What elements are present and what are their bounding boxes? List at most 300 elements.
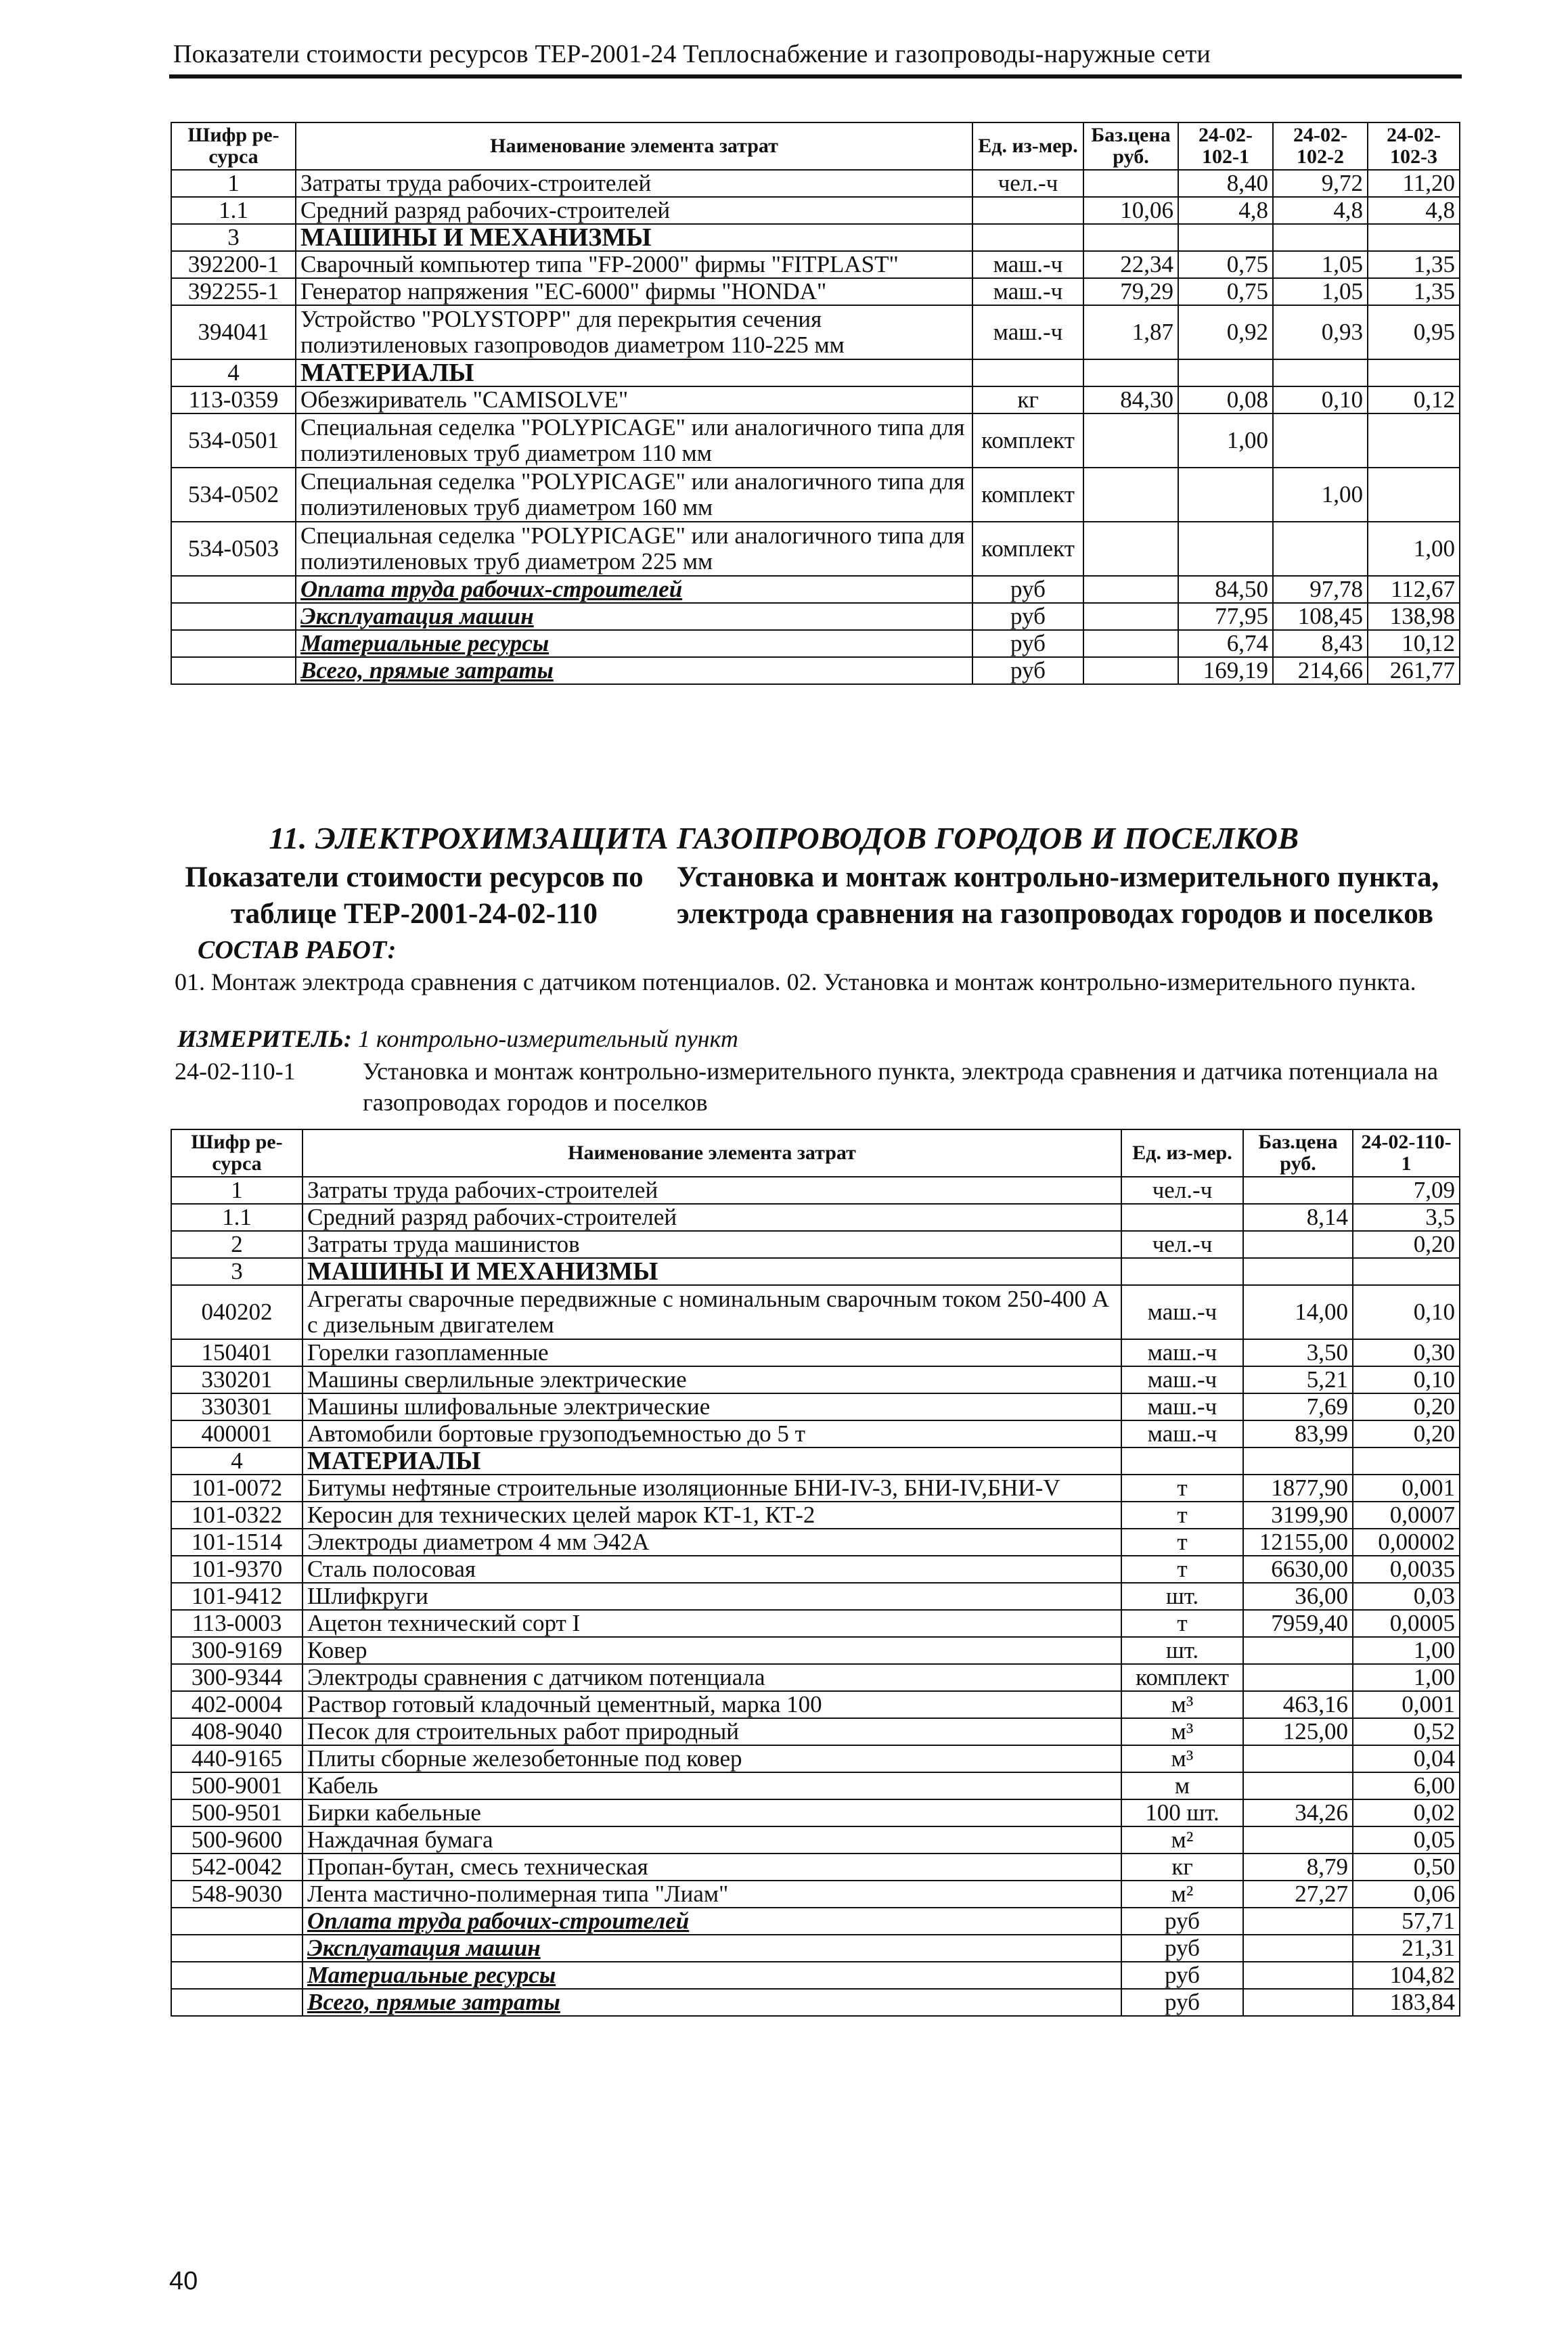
row-code: 542-0042 (171, 1854, 303, 1881)
row-unit (1121, 1258, 1243, 1285)
row-price (1243, 1664, 1353, 1691)
row-name: Шлифкруги (303, 1583, 1121, 1610)
col-header-unit: Ед. из-мер. (1121, 1129, 1243, 1177)
row-price: 6630,00 (1243, 1556, 1353, 1583)
total-value-1: 84,50 (1178, 576, 1273, 603)
row-value-3 (1368, 224, 1460, 251)
row-price (1243, 1231, 1353, 1258)
table-row (171, 1393, 1460, 1420)
total-label: Эксплуатация машин (300, 603, 534, 629)
row-value-1: 0,10 (1353, 1285, 1460, 1339)
table-row (171, 1826, 1460, 1854)
total-name (303, 1962, 1121, 1989)
total-value-1: 21,31 (1353, 1935, 1460, 1962)
meter-label: ИЗМЕРИТЕЛЬ: (177, 1025, 352, 1052)
total-price (1083, 657, 1178, 684)
row-price: 463,16 (1243, 1691, 1353, 1718)
total-code (171, 657, 296, 684)
section-heading: МАШИНЫ И МЕХАНИЗМЫ (296, 224, 972, 251)
row-value-3: 1,35 (1368, 251, 1460, 278)
row-price: 22,34 (1083, 251, 1178, 278)
row-value-2: 4,8 (1273, 197, 1368, 224)
row-unit: м³ (1121, 1745, 1243, 1772)
row-code: 330301 (171, 1393, 303, 1420)
row-value-1 (1178, 522, 1273, 576)
row-price (1243, 1177, 1353, 1204)
row-value-3: 4,8 (1368, 197, 1460, 224)
total-unit: руб (972, 576, 1083, 603)
row-value-2: 0,10 (1273, 386, 1368, 413)
total-price (1243, 1962, 1353, 1989)
total-price (1083, 576, 1178, 603)
header-rule (169, 74, 1462, 78)
total-unit: руб (972, 630, 1083, 657)
row-value-1 (1178, 359, 1273, 386)
row-price (1243, 1826, 1353, 1854)
row-value-3 (1368, 359, 1460, 386)
composition-text: 01. Монтаж электрода сравнения с датчиком потенциалов. 02. Установка и монтаж контрольно-измерительного пункта. (175, 968, 1416, 995)
row-price (1243, 1772, 1353, 1799)
col-header-unit: Ед. из-мер. (972, 122, 1083, 170)
total-code (171, 1989, 303, 2016)
total-row (171, 1935, 1460, 1962)
row-unit (972, 359, 1083, 386)
row-value-1: 0,30 (1353, 1339, 1460, 1366)
row-unit: м² (1121, 1826, 1243, 1854)
page-header: Показатели стоимости ресурсов ТЕР-2001-24 Теплоснабжение и газопроводы-наружные сети (173, 40, 1211, 68)
section-row (171, 224, 1460, 251)
row-value-1: 0,0007 (1353, 1502, 1460, 1529)
row-price: 8,14 (1243, 1204, 1353, 1231)
total-name (296, 630, 972, 657)
row-price (1243, 1637, 1353, 1664)
row-unit: т (1121, 1556, 1243, 1583)
row-name: Наждачная бумага (303, 1826, 1121, 1854)
row-value-2: 0,93 (1273, 305, 1368, 359)
row-unit: т (1121, 1475, 1243, 1502)
section-heading: МАШИНЫ И МЕХАНИЗМЫ (303, 1258, 1121, 1285)
col-header-value-2: 24-02-102-2 (1273, 122, 1368, 170)
col-header-price: Баз.цена руб. (1083, 122, 1178, 170)
row-price: 1,87 (1083, 305, 1178, 359)
row-value-1: 0,06 (1353, 1881, 1460, 1908)
section-heading: МАТЕРИАЛЫ (303, 1447, 1121, 1475)
row-name: Машины сверлильные электрические (303, 1366, 1121, 1393)
row-price: 5,21 (1243, 1366, 1353, 1393)
row-code: 3 (171, 1258, 303, 1285)
row-unit: маш.-ч (1121, 1285, 1243, 1339)
row-name: Специальная седелка "POLYPICAGE" или аналогичного типа для полиэтиленовых труб диаметром 110 мм (296, 413, 972, 468)
row-name: Обезжириватель "CAMISOLVE" (296, 386, 972, 413)
row-code: 392255-1 (171, 278, 296, 305)
resource-table-2 (171, 1129, 1460, 2017)
total-value-2: 97,78 (1273, 576, 1368, 603)
row-unit: шт. (1121, 1583, 1243, 1610)
indicators-description: Установка и монтаж контрольно-измерительного пункта, электрода сравнения на газопроводах городов и поселков (677, 861, 1439, 930)
row-unit: м³ (1121, 1718, 1243, 1745)
row-price: 79,29 (1083, 278, 1178, 305)
total-value-3: 261,77 (1368, 657, 1460, 684)
total-row (171, 1962, 1460, 1989)
total-price (1083, 630, 1178, 657)
total-label: Материальные ресурсы (300, 630, 550, 656)
row-price: 84,30 (1083, 386, 1178, 413)
total-code (171, 630, 296, 657)
row-value-3: 0,95 (1368, 305, 1460, 359)
row-unit: чел.-ч (972, 170, 1083, 197)
row-value-1: 0,20 (1353, 1393, 1460, 1420)
row-name: Затраты труда рабочих-строителей (303, 1177, 1121, 1204)
row-name: Специальная седелка "POLYPICAGE" или аналогичного типа для полиэтиленовых труб диаметром 225 мм (296, 522, 972, 576)
section-row (171, 1258, 1460, 1285)
row-price (1083, 359, 1178, 386)
meter-line (177, 1025, 738, 1053)
row-price (1083, 224, 1178, 251)
meter-value: 1 контрольно-измерительный пункт (357, 1025, 738, 1052)
row-price (1083, 468, 1178, 522)
row-name: Песок для строительных работ природный (303, 1718, 1121, 1745)
row-value-1: 0,04 (1353, 1745, 1460, 1772)
row-code: 394041 (171, 305, 296, 359)
row-value-2 (1273, 413, 1368, 468)
row-name: Керосин для технических целей марок КТ-1, КТ-2 (303, 1502, 1121, 1529)
row-value-1 (1178, 468, 1273, 522)
row-code: 300-9344 (171, 1664, 303, 1691)
table-row (171, 170, 1460, 197)
row-value-1: 1,00 (1353, 1664, 1460, 1691)
total-value-2: 8,43 (1273, 630, 1368, 657)
row-name: Сталь полосовая (303, 1556, 1121, 1583)
row-name: Затраты труда машинистов (303, 1231, 1121, 1258)
row-code: 534-0501 (171, 413, 296, 468)
row-price: 3,50 (1243, 1339, 1353, 1366)
section-row (171, 359, 1460, 386)
row-name: Битумы нефтяные строительные изоляционные БНИ-IV-3, БНИ-IV,БНИ-V (303, 1475, 1121, 1502)
total-value-3: 112,67 (1368, 576, 1460, 603)
total-unit: руб (1121, 1935, 1243, 1962)
row-code: 408-9040 (171, 1718, 303, 1745)
row-price: 83,99 (1243, 1420, 1353, 1447)
total-value-1: 183,84 (1353, 1989, 1460, 2016)
row-unit: кг (972, 386, 1083, 413)
section-heading: МАТЕРИАЛЫ (296, 359, 972, 386)
indicators-table-ref: Показатели стоимости ресурсов по таблице ТЕР-2001-24-02-110 (185, 861, 644, 930)
total-row (171, 630, 1460, 657)
composition-label: СОСТАВ РАБОТ: (198, 936, 397, 964)
row-name: Средний разряд рабочих-строителей (303, 1204, 1121, 1231)
row-value-1: 0,001 (1353, 1691, 1460, 1718)
row-price: 125,00 (1243, 1718, 1353, 1745)
row-value-1 (1353, 1258, 1460, 1285)
total-unit: руб (972, 657, 1083, 684)
row-value-1: 6,00 (1353, 1772, 1460, 1799)
row-unit: маш.-ч (1121, 1393, 1243, 1420)
row-name: Электроды диаметром 4 мм Э42А (303, 1529, 1121, 1556)
total-code (171, 603, 296, 630)
row-value-1: 0,75 (1178, 251, 1273, 278)
row-unit: чел.-ч (1121, 1177, 1243, 1204)
total-row (171, 1989, 1460, 2016)
row-name: Устройство "POLYSTOPP" для перекрытия сечения полиэтиленовых газопроводов диаметром 110-225 мм (296, 305, 972, 359)
row-value-3 (1368, 468, 1460, 522)
row-value-3: 0,12 (1368, 386, 1460, 413)
row-name: Автомобили бортовые грузоподъемностью до 5 т (303, 1420, 1121, 1447)
row-value-1: 0,52 (1353, 1718, 1460, 1745)
table-row (171, 1177, 1460, 1204)
section-row (171, 1447, 1460, 1475)
total-code (171, 1908, 303, 1935)
row-name: Средний разряд рабочих-строителей (296, 197, 972, 224)
row-code: 3 (171, 224, 296, 251)
row-price: 10,06 (1083, 197, 1178, 224)
row-name: Лента мастично-полимерная типа "Лиам" (303, 1881, 1121, 1908)
row-value-1: 0,0035 (1353, 1556, 1460, 1583)
row-price (1243, 1447, 1353, 1475)
row-code: 113-0003 (171, 1610, 303, 1637)
row-price: 7959,40 (1243, 1610, 1353, 1637)
total-value-1: 169,19 (1178, 657, 1273, 684)
col-header-value-3: 24-02-102-3 (1368, 122, 1460, 170)
row-price: 8,79 (1243, 1854, 1353, 1881)
row-value-2: 1,05 (1273, 251, 1368, 278)
table-row (171, 1664, 1460, 1691)
row-value-2 (1273, 224, 1368, 251)
table-row (171, 1475, 1460, 1502)
row-name: Машины шлифовальные электрические (303, 1393, 1121, 1420)
row-unit: кг (1121, 1854, 1243, 1881)
row-value-3: 1,00 (1368, 522, 1460, 576)
total-name (303, 1908, 1121, 1935)
row-unit: м³ (1121, 1691, 1243, 1718)
total-label: Всего, прямые затраты (300, 657, 554, 683)
total-code (171, 1935, 303, 1962)
row-code: 300-9169 (171, 1637, 303, 1664)
row-name: Ацетон технический сорт I (303, 1610, 1121, 1637)
row-code: 4 (171, 359, 296, 386)
row-value-1: 0,05 (1353, 1826, 1460, 1854)
row-value-1: 0,50 (1353, 1854, 1460, 1881)
total-row (171, 657, 1460, 684)
section-title: 11. ЭЛЕКТРОХИМЗАЩИТА ГАЗОПРОВОДОВ ГОРОДОВ И ПОСЕЛКОВ (269, 821, 1299, 855)
row-unit: 100 шт. (1121, 1799, 1243, 1826)
row-value-1: 3,5 (1353, 1204, 1460, 1231)
row-name: Ковер (303, 1637, 1121, 1664)
col-header-name: Наименование элемента затрат (303, 1129, 1121, 1177)
row-price: 14,00 (1243, 1285, 1353, 1339)
row-value-1: 0,75 (1178, 278, 1273, 305)
row-value-1 (1178, 224, 1273, 251)
table-row (171, 1556, 1460, 1583)
total-name (303, 1989, 1121, 2016)
row-name: Специальная седелка "POLYPICAGE" или аналогичного типа для полиэтиленовых труб диаметром 160 мм (296, 468, 972, 522)
row-value-1: 0,08 (1178, 386, 1273, 413)
total-price (1243, 1908, 1353, 1935)
row-name: Кабель (303, 1772, 1121, 1799)
total-price (1243, 1935, 1353, 1962)
row-code: 150401 (171, 1339, 303, 1366)
row-code: 1 (171, 170, 296, 197)
row-value-1 (1353, 1447, 1460, 1475)
row-value-1: 4,8 (1178, 197, 1273, 224)
total-row (171, 576, 1460, 603)
row-value-1: 0,00002 (1353, 1529, 1460, 1556)
table-row (171, 522, 1460, 576)
row-value-3: 11,20 (1368, 170, 1460, 197)
row-value-2: 1,05 (1273, 278, 1368, 305)
row-code: 440-9165 (171, 1745, 303, 1772)
row-value-1: 8,40 (1178, 170, 1273, 197)
table-row (171, 1881, 1460, 1908)
row-value-1: 0,03 (1353, 1583, 1460, 1610)
table-row (171, 1583, 1460, 1610)
total-unit: руб (1121, 1962, 1243, 1989)
row-code: 534-0502 (171, 468, 296, 522)
total-label: Материальные ресурсы (307, 1962, 556, 1988)
row-value-1: 0,92 (1178, 305, 1273, 359)
row-code: 2 (171, 1231, 303, 1258)
row-unit: маш.-ч (972, 251, 1083, 278)
row-name: Генератор напряжения "ЕС-6000" фирмы "HONDA" (296, 278, 972, 305)
table-row (171, 413, 1460, 468)
row-code: 1.1 (171, 1204, 303, 1231)
row-price: 7,69 (1243, 1393, 1353, 1420)
row-code: 113-0359 (171, 386, 296, 413)
row-value-1: 0,20 (1353, 1420, 1460, 1447)
table-row (171, 386, 1460, 413)
row-value-3: 1,35 (1368, 278, 1460, 305)
table-row (171, 278, 1460, 305)
row-unit: комплект (1121, 1664, 1243, 1691)
row-unit: т (1121, 1529, 1243, 1556)
row-price (1083, 413, 1178, 468)
row-name: Электроды сравнения с датчиком потенциала (303, 1664, 1121, 1691)
total-price (1083, 603, 1178, 630)
row-unit (972, 197, 1083, 224)
row-code: 548-9030 (171, 1881, 303, 1908)
row-code: 101-0072 (171, 1475, 303, 1502)
row-value-2: 9,72 (1273, 170, 1368, 197)
table-row (171, 1204, 1460, 1231)
row-unit: чел.-ч (1121, 1231, 1243, 1258)
table-row (171, 1637, 1460, 1664)
col-header-price: Баз.цена руб. (1243, 1129, 1353, 1177)
row-name: Агрегаты сварочные передвижные с номинальным сварочным током 250-400 А с дизельным двигателем (303, 1285, 1121, 1339)
row-name: Раствор готовый кладочный цементный, марка 100 (303, 1691, 1121, 1718)
row-unit (972, 224, 1083, 251)
total-unit: руб (972, 603, 1083, 630)
item-description: Установка и монтаж контрольно-измерительного пункта, электрода сравнения и датчика потенциала на газопроводах городов и поселков (363, 1058, 1438, 1116)
total-row (171, 1908, 1460, 1935)
table-row (171, 1772, 1460, 1799)
table-row (171, 1610, 1460, 1637)
row-code: 101-0322 (171, 1502, 303, 1529)
table-row (171, 1529, 1460, 1556)
row-price: 36,00 (1243, 1583, 1353, 1610)
row-price (1083, 170, 1178, 197)
row-unit: комплект (972, 468, 1083, 522)
table-row (171, 1285, 1460, 1339)
row-unit: маш.-ч (1121, 1366, 1243, 1393)
total-value-2: 108,45 (1273, 603, 1368, 630)
total-label: Эксплуатация машин (307, 1935, 541, 1961)
row-code: 101-1514 (171, 1529, 303, 1556)
row-value-1: 0,001 (1353, 1475, 1460, 1502)
total-value-3: 10,12 (1368, 630, 1460, 657)
row-unit: маш.-ч (1121, 1339, 1243, 1366)
table-header-row (171, 122, 1460, 170)
row-unit: комплект (972, 522, 1083, 576)
total-label: Всего, прямые затраты (307, 1989, 560, 2015)
row-value-1: 1,00 (1178, 413, 1273, 468)
row-code: 330201 (171, 1366, 303, 1393)
row-unit: маш.-ч (1121, 1420, 1243, 1447)
table-row (171, 1420, 1460, 1447)
row-value-2: 1,00 (1273, 468, 1368, 522)
total-value-1: 77,95 (1178, 603, 1273, 630)
col-header-value-1: 24-02-102-1 (1178, 122, 1273, 170)
resource-table-1 (171, 122, 1460, 685)
row-price: 27,27 (1243, 1881, 1353, 1908)
row-name: Сварочный компьютер типа "FP-2000" фирмы "FITPLAST" (296, 251, 972, 278)
table-row (171, 1502, 1460, 1529)
table-row (171, 1339, 1460, 1366)
total-unit: руб (1121, 1989, 1243, 2016)
row-price (1083, 522, 1178, 576)
row-value-1: 7,09 (1353, 1177, 1460, 1204)
row-unit: маш.-ч (972, 305, 1083, 359)
row-unit (1121, 1204, 1243, 1231)
row-unit: м² (1121, 1881, 1243, 1908)
row-name: Горелки газопламенные (303, 1339, 1121, 1366)
row-price: 12155,00 (1243, 1529, 1353, 1556)
row-code: 040202 (171, 1285, 303, 1339)
row-price (1243, 1258, 1353, 1285)
table-row (171, 305, 1460, 359)
row-code: 1.1 (171, 197, 296, 224)
total-name (303, 1935, 1121, 1962)
row-value-3 (1368, 413, 1460, 468)
table-header-row (171, 1129, 1460, 1177)
total-name (296, 657, 972, 684)
total-value-1: 6,74 (1178, 630, 1273, 657)
table-row (171, 197, 1460, 224)
total-code (171, 576, 296, 603)
col-header-name: Наименование элемента затрат (296, 122, 972, 170)
row-value-1: 0,0005 (1353, 1610, 1460, 1637)
row-code: 392200-1 (171, 251, 296, 278)
total-name (296, 576, 972, 603)
row-code: 4 (171, 1447, 303, 1475)
table-row (171, 251, 1460, 278)
table-row (171, 1745, 1460, 1772)
total-price (1243, 1989, 1353, 2016)
row-code: 1 (171, 1177, 303, 1204)
row-value-2 (1273, 522, 1368, 576)
total-value-1: 104,82 (1353, 1962, 1460, 1989)
row-name: Бирки кабельные (303, 1799, 1121, 1826)
table-row (171, 1691, 1460, 1718)
row-code: 500-9001 (171, 1772, 303, 1799)
table-row (171, 1366, 1460, 1393)
item-code: 24-02-110-1 (175, 1058, 296, 1085)
table-row (171, 1854, 1460, 1881)
row-code: 500-9501 (171, 1799, 303, 1826)
row-unit (1121, 1447, 1243, 1475)
row-price (1243, 1745, 1353, 1772)
row-code: 400001 (171, 1420, 303, 1447)
row-unit: т (1121, 1610, 1243, 1637)
col-header-value-1: 24-02-110-1 (1353, 1129, 1460, 1177)
